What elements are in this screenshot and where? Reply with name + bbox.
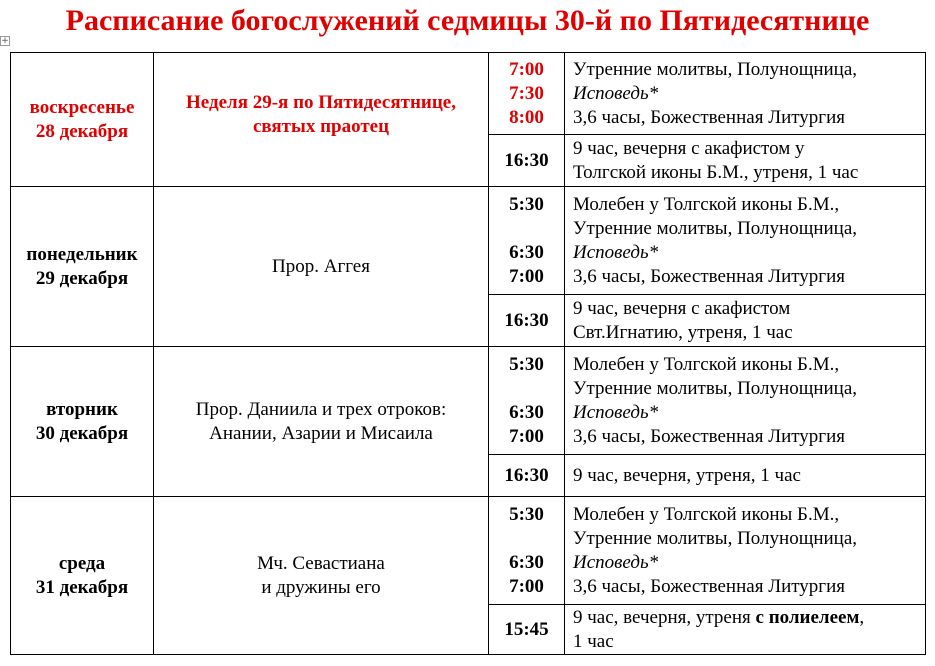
time-value: 5:30 [509, 353, 544, 375]
time-cell [489, 53, 565, 135]
table-row [11, 187, 926, 295]
service-line: Толгской иконы Б.М., утреня, 1 час [573, 161, 859, 183]
service-cell [565, 135, 926, 187]
time-value [489, 377, 564, 401]
service-line: 3,6 часы, Божественная Литургия [573, 425, 846, 447]
page-title: Расписание богослужений седмицы 30-й по Пятидесятнице [65, 4, 870, 37]
service-cell [565, 53, 926, 135]
service-cell [565, 295, 926, 347]
service-line: Исповедь* [573, 551, 659, 573]
day-cell [11, 497, 154, 655]
feast-line: Прор. Даниила и трех отроков: [195, 398, 447, 420]
time-value: 8:00 [509, 106, 544, 128]
time-cell [489, 295, 565, 347]
feast-line: Неделя 29-я по Пятидесятнице, [186, 92, 456, 113]
time-cell [489, 187, 565, 295]
day-date: 30 декабря [35, 422, 129, 444]
service-cell [565, 187, 926, 295]
service-line: Молебен у Толгской иконы Б.М., [573, 503, 840, 525]
service-line: 9 час, вечерня с акафистом [573, 297, 791, 319]
time-value [489, 217, 564, 241]
time-value: 5:30 [509, 193, 544, 215]
service-line: Утренние молитвы, Полунощница, [573, 217, 858, 239]
time-cell [489, 135, 565, 187]
time-value: 16:30 [504, 464, 549, 486]
service-text: , [859, 606, 865, 628]
day-name: воскресенье [29, 96, 135, 118]
time-cell [489, 497, 565, 605]
feast-cell [154, 497, 489, 655]
service-cell [565, 347, 926, 455]
table-row [11, 53, 926, 135]
time-cell [489, 455, 565, 497]
day-cell [11, 53, 154, 187]
service-cell [565, 605, 926, 655]
service-line: 3,6 часы, Божественная Литургия [573, 265, 846, 287]
service-line: Исповедь* [573, 241, 659, 263]
time-value: 7:00 [509, 265, 544, 287]
day-cell [11, 347, 154, 497]
feast-cell [154, 187, 489, 347]
move-handle-icon[interactable]: + [1, 36, 9, 46]
time-value: 16:30 [504, 149, 549, 171]
service-line: Молебен у Толгской иконы Б.М., [573, 353, 840, 375]
service-line: 1 час [573, 630, 614, 652]
day-name: понедельник [26, 243, 138, 265]
service-line: Утренние молитвы, Полунощница, [573, 58, 858, 80]
time-value: 7:00 [509, 425, 544, 447]
service-line: 9 час, вечерня, утреня, 1 час [573, 464, 801, 486]
day-date: 31 декабря [35, 576, 129, 598]
table-row [11, 497, 926, 605]
service-line: Свт.Игнатию, утреня, 1 час [573, 321, 793, 343]
service-line: Утренние молитвы, Полунощница, [573, 527, 858, 549]
day-date: 28 декабря [35, 120, 129, 142]
service-cell [565, 497, 926, 605]
service-text-bold: с полиелеем [755, 606, 860, 628]
time-value: 7:00 [509, 58, 544, 80]
time-value: 6:30 [509, 551, 544, 573]
service-line: Молебен у Толгской иконы Б.М., [573, 193, 840, 215]
time-value: 7:30 [509, 82, 544, 104]
time-value: 15:45 [504, 618, 549, 640]
day-cell [11, 187, 154, 347]
time-cell [489, 347, 565, 455]
feast-line: Прор. Аггея [272, 255, 370, 277]
table-row [11, 347, 926, 455]
day-name: вторник [46, 398, 118, 420]
service-line: 3,6 часы, Божественная Литургия [573, 575, 846, 597]
schedule-table [10, 52, 926, 655]
feast-line: Анании, Азарии и Мисаила [209, 422, 433, 444]
service-cell [565, 455, 926, 497]
feast-line: Мч. Севастиана [257, 552, 385, 574]
feast-cell [154, 53, 489, 187]
time-value: 6:30 [509, 241, 544, 263]
service-line [573, 606, 925, 630]
day-name: среда [58, 552, 106, 574]
time-cell [489, 605, 565, 655]
service-line: Утренние молитвы, Полунощница, [573, 377, 858, 399]
feast-cell [154, 347, 489, 497]
time-value: 6:30 [509, 401, 544, 423]
service-line: Исповедь* [573, 82, 659, 104]
time-value [489, 527, 564, 551]
time-value: 16:30 [504, 309, 549, 331]
feast-line: и дружины его [261, 576, 381, 598]
day-date: 29 декабря [35, 267, 129, 289]
time-value: 7:00 [509, 575, 544, 597]
time-value: 5:30 [509, 503, 544, 525]
service-line: Исповедь* [573, 401, 659, 423]
feast-line: святых праотец [252, 116, 390, 137]
service-text: 9 час, вечерня, утреня [573, 606, 756, 628]
service-line: 3,6 часы, Божественная Литургия [573, 106, 846, 128]
service-line: 9 час, вечерня с акафистом у [573, 137, 805, 159]
